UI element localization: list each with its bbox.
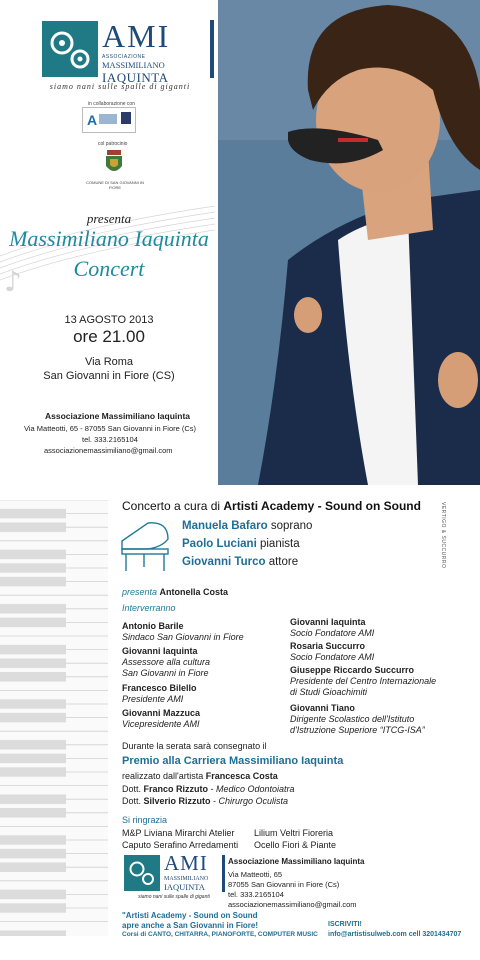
promo-line2: apre anche a San Giovanni in Fiore! [122, 920, 259, 930]
guest-right-1 [290, 617, 374, 639]
thanks-item: Caputo Serafino Arredamenti [122, 840, 239, 850]
guest-right-3 [290, 665, 436, 698]
performer-3 [182, 556, 298, 568]
guest-right-4 [290, 703, 425, 736]
interverranno-label: Interverranno [122, 603, 176, 613]
performer-name: Giovanni Turco [182, 556, 266, 568]
piano-black-key [0, 658, 66, 668]
piano-black-key [0, 672, 66, 682]
collab-label: in collaborazione con [88, 101, 135, 107]
thanks-item: M&P Liviana Mirarchi Atelier [122, 828, 235, 838]
piano-black-key [0, 903, 66, 913]
logo-tagline-small: siamo nani sulle spalle di giganti [138, 894, 210, 900]
performer-name: Paolo Luciani [182, 538, 257, 550]
realizzato-prefix: realizzato dall'artista [122, 771, 206, 781]
piano-black-key [0, 849, 66, 859]
guest-role: Dirigente Scolastico dell'Istituto [290, 714, 415, 724]
event-time: ore 21.00 [73, 327, 145, 346]
doctor-prefix: Dott. [122, 784, 144, 794]
association-email[interactable]: associazionemassimiliano@gmail.com [44, 446, 173, 455]
guest-right-2 [290, 641, 374, 663]
doctor-role: Chirurgo Oculista [218, 796, 289, 806]
presenta-label: presenta [86, 211, 132, 226]
guest-role-2: d'Istruzione Superiore “ITCG-ISA” [290, 725, 425, 735]
promo-line1: "Artisti Academy - Sound on Sound [122, 911, 258, 920]
concerto-line [122, 499, 421, 513]
comune-crest-icon [104, 150, 124, 176]
guest-role: Presidente AMI [122, 694, 184, 704]
piano-black-key [0, 767, 66, 777]
doctor-sep: - [208, 784, 217, 794]
footer-promo [122, 911, 318, 940]
piano-black-key [0, 740, 66, 750]
iscriviti-label: ISCRIVITI! [328, 921, 362, 928]
guest-name: Giuseppe Riccardo Succurro [290, 665, 415, 675]
guest-role: Presidente del Centro Internazionale [290, 676, 437, 686]
piano-black-key [0, 618, 66, 628]
logo-line2-small: MASSIMILIANO [164, 876, 209, 882]
thanks-item: Lilium Veltri Fioreria [254, 828, 334, 838]
ami-logo [42, 18, 192, 90]
premio-title: Premio alla Carriera Massimiliano Iaquinta [122, 755, 344, 767]
guest-role-2: San Giovanni in Fiore [122, 668, 209, 678]
piano-keys-decoration [0, 500, 108, 936]
doctor-role: Medico Odontoiatra [216, 784, 295, 794]
svg-text:A: A [87, 112, 98, 128]
guest-role: Vicepresidente AMI [122, 719, 200, 729]
piano-black-key [0, 522, 66, 532]
performer-role: pianista [259, 538, 300, 550]
logo-line1: ASSOCIAZIONE [102, 54, 146, 60]
piano-black-key [0, 563, 66, 573]
promo-line3: Corsi di CANTO, CHITARRA, PIANOFORTE, COMPUTER MUSIC [122, 931, 318, 938]
artists-academy-logo [82, 107, 136, 133]
thanks-item: Ocello Fiori & Piante [254, 840, 337, 850]
realizzato-line [122, 771, 278, 781]
performer-role: attore [268, 556, 299, 568]
durante-line: Durante la serata sarà consegnato il [122, 741, 267, 751]
piano-black-key [0, 930, 66, 936]
grand-piano-icon [118, 517, 172, 575]
performer-name: Manuela Bafaro [182, 520, 268, 532]
logo-line3-small: IAQUINTA [164, 882, 205, 892]
logo-line3: IAQUINTA [102, 70, 169, 85]
venue-street: Via Roma [84, 356, 134, 368]
footer-tel: tel. 333.2165104 [228, 890, 284, 899]
performer-1 [182, 520, 312, 532]
concert-title-line1: Massimiliano Iaquinta [9, 226, 209, 251]
guest-role: Sindaco San Giovanni in Fiore [122, 632, 244, 642]
venue-city: San Giovanni in Fiore (CS) [43, 370, 175, 382]
footer-email[interactable]: associazionemassimiliano@gmail.com [228, 900, 357, 909]
piano-black-key [0, 577, 66, 587]
guest-name: Francesco Bilello [122, 683, 197, 693]
gears-logo-mark [42, 21, 98, 77]
concert-title-line2: Concert [73, 256, 145, 281]
piano-black-key [0, 550, 66, 560]
association-tel: tel. 333.2165104 [82, 435, 138, 444]
gears-logo-mark-small [124, 855, 160, 891]
artist-photo [218, 0, 480, 485]
guest-left-2 [122, 646, 210, 679]
doctor-name: Silverio Rizzuto [143, 796, 211, 806]
piano-black-key [0, 699, 66, 709]
guest-left-3 [122, 683, 197, 705]
concerto-prefix: Concerto a cura di [122, 499, 224, 513]
guest-name: Giovanni Iaquinta [290, 617, 366, 627]
presenter-name: Antonella Costa [159, 587, 229, 597]
guest-left-1 [122, 621, 244, 643]
presenter-line [122, 587, 228, 597]
doctor-prefix: Dott. [122, 796, 144, 806]
event-date: 13 AGOSTO 2013 [64, 314, 154, 326]
piano-black-key [0, 862, 66, 872]
crest-label: COMUNE DI SAN GIOVANNI IN FIORE [86, 180, 144, 190]
logo-ami-text-small: AMI [164, 851, 208, 875]
piano-black-key [0, 808, 66, 818]
footer-contact [328, 920, 461, 939]
piano-black-key [0, 890, 66, 900]
association-address: Via Matteotti, 65 - 87055 San Giovanni in Fiore (Cs) [24, 424, 197, 433]
ringrazia-label: Si ringrazia [122, 815, 168, 825]
guest-name: Rosaria Succurro [290, 641, 366, 651]
realizzato-artist: Francesca Costa [205, 771, 278, 781]
guest-role: Assessore alla cultura [122, 657, 211, 667]
association-name: Associazione Massimiliano Iaquinta [45, 411, 191, 421]
guest-role: Socio Fondatore AMI [290, 628, 375, 638]
footer-addr1: Via Matteotti, 65 [228, 870, 283, 879]
logo-bar [210, 20, 214, 78]
guest-name: Giovanni Iaquinta [122, 646, 198, 656]
contact-line[interactable]: info@artistisulweb.com cell 3201434707 [328, 930, 462, 938]
piano-black-key [0, 645, 66, 655]
logo-tagline: siamo nani sulle spalle di giganti [49, 82, 191, 91]
piano-black-key [0, 604, 66, 614]
logo-line2: MASSIMILIANO [102, 60, 165, 70]
doctor-2 [122, 796, 288, 806]
footer-addr2: 87055 San Giovanni in Fiore (Cs) [228, 880, 340, 889]
piano-black-key [0, 754, 66, 764]
piano-black-key [0, 713, 66, 723]
piano-black-key [0, 794, 66, 804]
doctor-1 [122, 784, 295, 794]
logo-bar-small [222, 855, 225, 892]
performer-role: soprano [270, 520, 313, 532]
guest-name: Antonio Barile [122, 621, 184, 631]
vertical-brand: VERTIGO & SUCCURRO [440, 502, 446, 569]
guest-role: Socio Fondatore AMI [290, 652, 375, 662]
guest-name: Giovanni Tiano [290, 703, 355, 713]
guest-name: Giovanni Mazzuca [122, 708, 201, 718]
guest-role-2: di Studi Gioachimiti [290, 687, 368, 697]
logo-ami-text: AMI [102, 18, 171, 54]
guest-left-4 [122, 708, 200, 730]
piano-black-key [0, 509, 66, 519]
presenta-label-2: presenta [122, 587, 158, 597]
svg-text:♪: ♪ [4, 265, 22, 298]
patron-label: col patrocinio [98, 141, 128, 147]
piano-black-key [0, 835, 66, 845]
doctor-name: Franco Rizzuto [143, 784, 209, 794]
doctor-sep: - [210, 796, 219, 806]
ami-logo-small [124, 851, 224, 903]
performer-2 [182, 538, 300, 550]
concerto-org: Artisti Academy - Sound on Sound [223, 499, 421, 513]
footer-assoc-name: Associazione Massimiliano Iaquinta [228, 857, 365, 866]
